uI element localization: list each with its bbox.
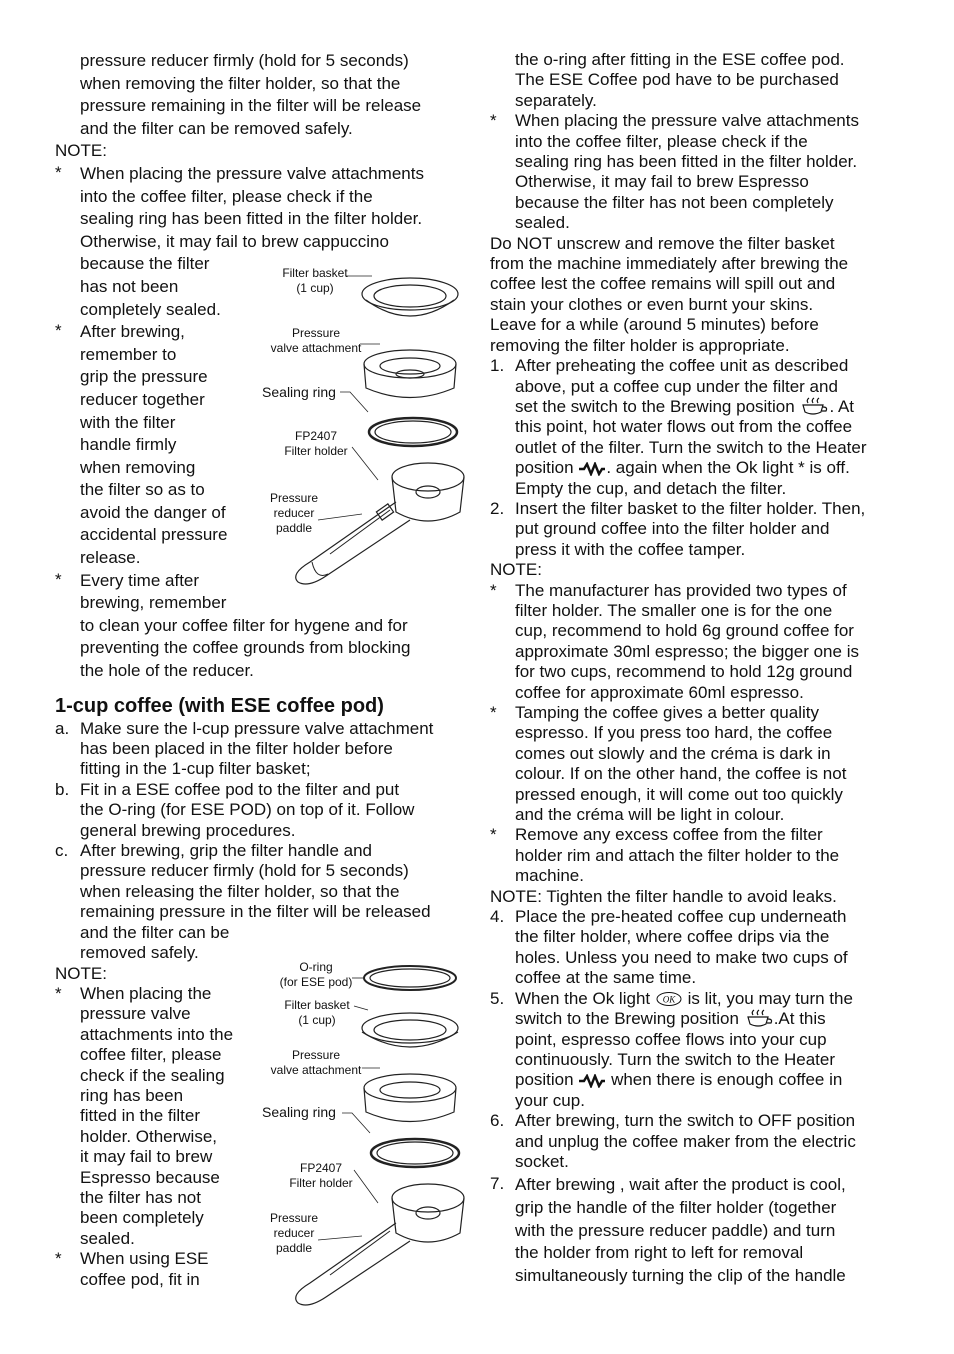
text-segment: position — [515, 458, 574, 478]
step-marker: 4. — [490, 907, 505, 927]
text-line — [515, 458, 900, 478]
heater-wave-icon — [578, 462, 606, 476]
label-line: Pressure — [291, 326, 341, 340]
text-line: sealing ring has been fitted in the filter holder. — [80, 209, 423, 229]
step-c — [55, 841, 465, 963]
step-marker: a. — [55, 718, 70, 738]
step-1 — [490, 356, 900, 499]
text-line: comes out slowly and the créma is dark in — [515, 743, 831, 763]
brewing-cup-icon — [744, 1009, 774, 1027]
text-line: this point, hot water flows out from the coffee — [515, 417, 853, 437]
text-line: After brewing, turn the switch to OFF position — [515, 1111, 856, 1131]
text-line — [515, 989, 900, 1009]
exploded-diagram-2 — [250, 958, 480, 1310]
text-line: Fit in a ESE coffee pod to the filter and put — [80, 779, 400, 799]
text-line: the o-ring after fitting in the ESE coffee pod. — [515, 50, 845, 69]
text-line: fitting in the 1-cup filter basket; — [80, 759, 311, 779]
sealing-ring-shape — [371, 1139, 459, 1167]
text-line: brewing, remember — [80, 593, 227, 613]
bullet-marker: * — [490, 111, 497, 131]
text-line: coffee for approximate 60ml espresso. — [515, 682, 804, 702]
label-line: FP2407 — [299, 1161, 343, 1175]
step-marker: 6. — [490, 1111, 505, 1131]
text-line: espresso. If you press too hard, the coffee — [515, 723, 833, 743]
label-line: Filter basket — [282, 266, 348, 280]
bullet-marker: * — [55, 321, 62, 341]
section-heading: 1-cup coffee (with ESE coffee pod) — [55, 694, 384, 717]
bullet-marker: * — [55, 1249, 62, 1269]
text-line: from the machine immediately after brewing the — [490, 254, 849, 274]
step-2 — [490, 499, 900, 560]
label-line: paddle — [275, 1241, 313, 1255]
text-line: your cup. — [515, 1090, 585, 1110]
bullet-marker: * — [55, 983, 62, 1003]
text-line — [515, 1070, 900, 1090]
text-line: When using ESE — [80, 1249, 209, 1269]
text-line: Leave for a while (around 5 minutes) before — [490, 315, 819, 335]
label-line: Filter holder — [289, 1176, 353, 1190]
text-line: the filter has not — [80, 1187, 201, 1207]
text-line: to clean your coffee filter for hygene and for — [80, 615, 408, 635]
step-marker: 5. — [490, 988, 505, 1008]
text-line: the holder from right to left for removal — [515, 1243, 804, 1263]
text-line: Every time after — [80, 570, 200, 590]
step-marker: b. — [55, 779, 70, 799]
text-line: grip the handle of the filter holder (together — [515, 1197, 837, 1217]
text-line: with the filter — [80, 412, 176, 432]
note-label: NOTE: — [490, 560, 542, 580]
note-bullet-tamping — [490, 703, 900, 825]
intro-paragraph — [55, 50, 465, 140]
label-line: O-ring — [299, 960, 333, 974]
bullet-marker: * — [490, 703, 497, 722]
text-line: simultaneously turning the clip of the handle — [515, 1265, 846, 1285]
step-marker: 1. — [490, 356, 505, 376]
text-segment: . again when the Ok light * is off. — [606, 458, 850, 478]
text-line: pressure reducer firmly (hold for 5 seconds) — [80, 861, 409, 881]
text-line: and unplug the coffee maker from the electric — [515, 1131, 856, 1151]
text-line: After preheating the coffee unit as described — [515, 356, 849, 376]
text-line: After brewing , wait after the product is cool, — [515, 1175, 846, 1195]
text-line: Place the pre-heated coffee cup underneath — [515, 907, 847, 927]
bullet-marker: * — [55, 162, 62, 182]
text-line: preventing the coffee grounds from blocking — [80, 638, 411, 658]
text-line: Remove any excess coffee from the filter — [515, 825, 823, 845]
note-tighten: NOTE: Tighten the filter handle to avoid leaks. — [490, 886, 837, 906]
text-line: when removing the filter holder, so that the — [80, 73, 401, 93]
text-line: release. — [80, 548, 141, 568]
text-line: separately. — [515, 90, 597, 110]
label-line: reducer — [273, 1226, 315, 1240]
brewing-cup-icon — [799, 397, 829, 415]
text-line: Empty the cup, and detach the filter. — [515, 478, 787, 498]
label-line: valve attachment — [270, 1063, 362, 1077]
bullet-marker: * — [490, 825, 497, 845]
text-line: pressure valve — [80, 1004, 191, 1024]
text-line: has been placed in the filter holder before — [80, 739, 393, 759]
text-segment: set the switch to the Brewing position — [515, 396, 795, 416]
label-line: reducer — [273, 506, 315, 520]
label-pressure-valve — [264, 326, 368, 356]
text-line: because the filter — [80, 254, 210, 274]
text-line: The manufacturer has provided two types of — [515, 580, 847, 600]
label-pressure-valve — [264, 1048, 368, 1078]
text-line: because the filter has not been completely — [515, 192, 834, 212]
text-line: the O-ring (for ESE POD) on top of it. Follow — [80, 800, 415, 820]
note-bullet-remove — [490, 825, 900, 886]
text-line: when releasing the filter holder, so that the — [80, 881, 400, 901]
text-line: holder. Otherwise, — [80, 1126, 218, 1146]
label-line: (1 cup) — [298, 1013, 336, 1027]
note-label: NOTE: — [55, 963, 107, 983]
label-filter-basket — [270, 266, 360, 296]
continued-bullet — [490, 50, 900, 111]
text-segment: When the Ok light — [515, 988, 651, 1008]
step-4 — [490, 907, 900, 989]
warning-paragraph — [490, 234, 900, 356]
label-filter-holder — [276, 429, 356, 459]
step-a — [55, 719, 465, 780]
text-line: coffee filter, please — [80, 1045, 222, 1065]
text-line: the filter holder, where coffee drips via the — [515, 927, 830, 947]
label-o-ring — [276, 960, 356, 990]
text-line: check if the sealing — [80, 1065, 225, 1085]
right-bullet-1 — [490, 111, 900, 233]
text-line: continuously. Turn the switch to the Heater — [515, 1049, 836, 1069]
step-5 — [490, 989, 900, 1111]
text-segment: position — [515, 1070, 574, 1090]
text-line: into the coffee filter, please check if the — [80, 186, 373, 206]
note-bullet-manufacturer — [490, 581, 900, 703]
bullet-marker: * — [490, 580, 497, 600]
text-line: sealed. — [80, 1228, 135, 1248]
text-line: avoid the danger of — [80, 502, 226, 522]
filter-basket-shape — [362, 1013, 458, 1043]
text-line: when removing — [80, 457, 196, 477]
text-line: accidental pressure — [80, 525, 228, 545]
text-line: the hole of the reducer. — [80, 661, 254, 681]
label-line: Pressure — [269, 1211, 319, 1225]
text-segment: switch to the Brewing position — [515, 1009, 739, 1029]
filter-holder-shape — [392, 463, 464, 491]
label-filter-holder — [284, 1161, 358, 1191]
text-line: with the pressure reducer paddle) and turn — [515, 1220, 836, 1240]
text-line: sealed. — [515, 213, 570, 233]
text-line: pressure reducer firmly (hold for 5 seconds) — [80, 51, 409, 70]
text-line: approximate 30ml espresso; the bigger one is — [515, 641, 859, 661]
text-line: When placing the pressure valve attachments — [80, 163, 424, 183]
note-label: NOTE: — [55, 141, 107, 161]
text-line: pressed enough, it will come out too quickly — [515, 784, 843, 804]
text-line: remember to — [80, 344, 177, 364]
label-line: Pressure — [291, 1048, 341, 1062]
text-line: The ESE Coffee pod have to be purchased — [515, 70, 839, 90]
text-line: filter holder. The smaller one is for the one — [515, 600, 833, 620]
text-line: When placing the — [80, 983, 212, 1003]
text-segment: . At — [829, 396, 855, 416]
label-line: valve attachment — [270, 341, 362, 355]
text-line: fitted in the filter — [80, 1106, 201, 1126]
right-column — [490, 50, 900, 1287]
text-line: and the filter can be — [80, 922, 230, 942]
text-line: Make sure the l-cup pressure valve attachment — [80, 718, 434, 738]
text-segment: when there is enough coffee in — [611, 1070, 843, 1090]
text-line: for two cups, recommend to hold 12g ground — [515, 662, 853, 682]
label-sealing-ring: Sealing ring — [262, 384, 336, 400]
label-line: Filter basket — [284, 998, 350, 1012]
text-line: colour. If on the other hand, the coffee is not — [515, 764, 847, 784]
text-line: completely sealed. — [80, 299, 221, 319]
label-line: (1 cup) — [296, 281, 334, 295]
label-paddle — [264, 1211, 324, 1256]
text-line: reducer together — [80, 389, 205, 409]
text-line: above, put a coffee cup under the filter and — [515, 376, 838, 396]
ok-light-icon — [655, 991, 683, 1007]
text-line: Insert the filter basket to the filter holder. Then, — [515, 498, 866, 518]
text-line: been completely — [80, 1208, 204, 1228]
text-line: it may fail to brew — [80, 1147, 213, 1167]
label-sealing-ring: Sealing ring — [262, 1104, 336, 1120]
text-line: remaining pressure in the filter will be released — [80, 902, 431, 922]
text-line: After brewing, — [80, 322, 185, 342]
step-b — [55, 780, 465, 841]
text-line: After brewing, grip the filter handle and — [80, 841, 373, 861]
text-line: handle firmly — [80, 435, 177, 455]
text-line: cup, recommend to hold 6g ground coffee for — [515, 621, 854, 641]
text-line: put ground coffee into the filter holder and — [515, 519, 830, 539]
filter-basket-shape — [362, 278, 458, 310]
text-line: Espresso because — [80, 1167, 220, 1187]
bullet-marker: * — [55, 569, 62, 589]
text-line: When placing the pressure valve attachments — [515, 111, 859, 131]
text-line: general brewing procedures. — [80, 820, 296, 840]
text-line: the filter so as to — [80, 480, 205, 500]
exploded-diagram-1 — [250, 262, 480, 587]
label-line: paddle — [275, 521, 313, 535]
filter-holder-shape — [392, 1184, 464, 1212]
filter-parts-illustration — [250, 262, 480, 587]
text-segment: is lit, you may turn the — [687, 988, 853, 1008]
label-line: Pressure — [269, 491, 319, 505]
label-line: Filter holder — [284, 444, 348, 458]
label-line: FP2407 — [294, 429, 338, 443]
text-line: Otherwise, it may fail to brew Espresso — [515, 172, 809, 192]
heater-wave-icon — [578, 1074, 606, 1088]
text-line: pressure remaining in the filter will be release — [80, 96, 422, 116]
text-line: ring has been — [80, 1085, 184, 1105]
text-line: stain your clothes or even burnt your skins. — [490, 294, 814, 314]
text-line — [515, 1009, 900, 1029]
text-line: and the créma will be light in colour. — [515, 805, 785, 825]
text-line: attachments into the — [80, 1024, 234, 1044]
text-segment: .At this — [773, 1009, 826, 1029]
label-line: (for ESE pod) — [279, 975, 353, 989]
text-line: Otherwise, it may fail to brew cappuccino — [80, 231, 389, 251]
text-line: has not been — [80, 276, 179, 296]
text-line — [515, 397, 900, 417]
text-line: socket. — [515, 1151, 569, 1171]
text-line: machine. — [515, 866, 584, 886]
text-line: Do NOT unscrew and remove the filter basket — [490, 233, 835, 253]
text-line: outlet of the filter. Turn the switch to the Heater — [515, 437, 867, 457]
text-line: and the filter can be removed safely. — [80, 118, 353, 138]
text-line: grip the pressure — [80, 367, 208, 387]
step-marker: 7. — [490, 1174, 505, 1194]
label-paddle — [264, 491, 324, 536]
step-6 — [490, 1111, 900, 1172]
text-line: sealing ring has been fitted in the filter holder. — [515, 152, 858, 172]
svg-text:OK: OK — [662, 994, 676, 1005]
text-line: removing the filter holder is appropriate. — [490, 335, 790, 355]
step-marker: c. — [55, 841, 69, 861]
text-line: removed safely. — [80, 943, 199, 963]
text-line: holder rim and attach the filter holder to the — [515, 845, 840, 865]
text-line: point, espresso coffee flows into your cup — [515, 1029, 827, 1049]
label-filter-basket — [274, 998, 360, 1028]
step-marker: 2. — [490, 498, 505, 518]
text-line: coffee pod, fit in — [80, 1269, 200, 1289]
text-line: coffee lest the coffee remains will spill out and — [490, 274, 836, 294]
text-line: holes. Unless you need to make two cups of — [515, 947, 848, 967]
text-line: press it with the coffee tamper. — [515, 539, 746, 559]
text-line: into the coffee filter, please check if the — [515, 131, 808, 151]
text-line: coffee at the same time. — [515, 968, 697, 988]
step-7 — [490, 1174, 900, 1287]
sealing-ring-shape — [369, 418, 457, 446]
text-line: Tamping the coffee gives a better quality — [515, 703, 819, 722]
